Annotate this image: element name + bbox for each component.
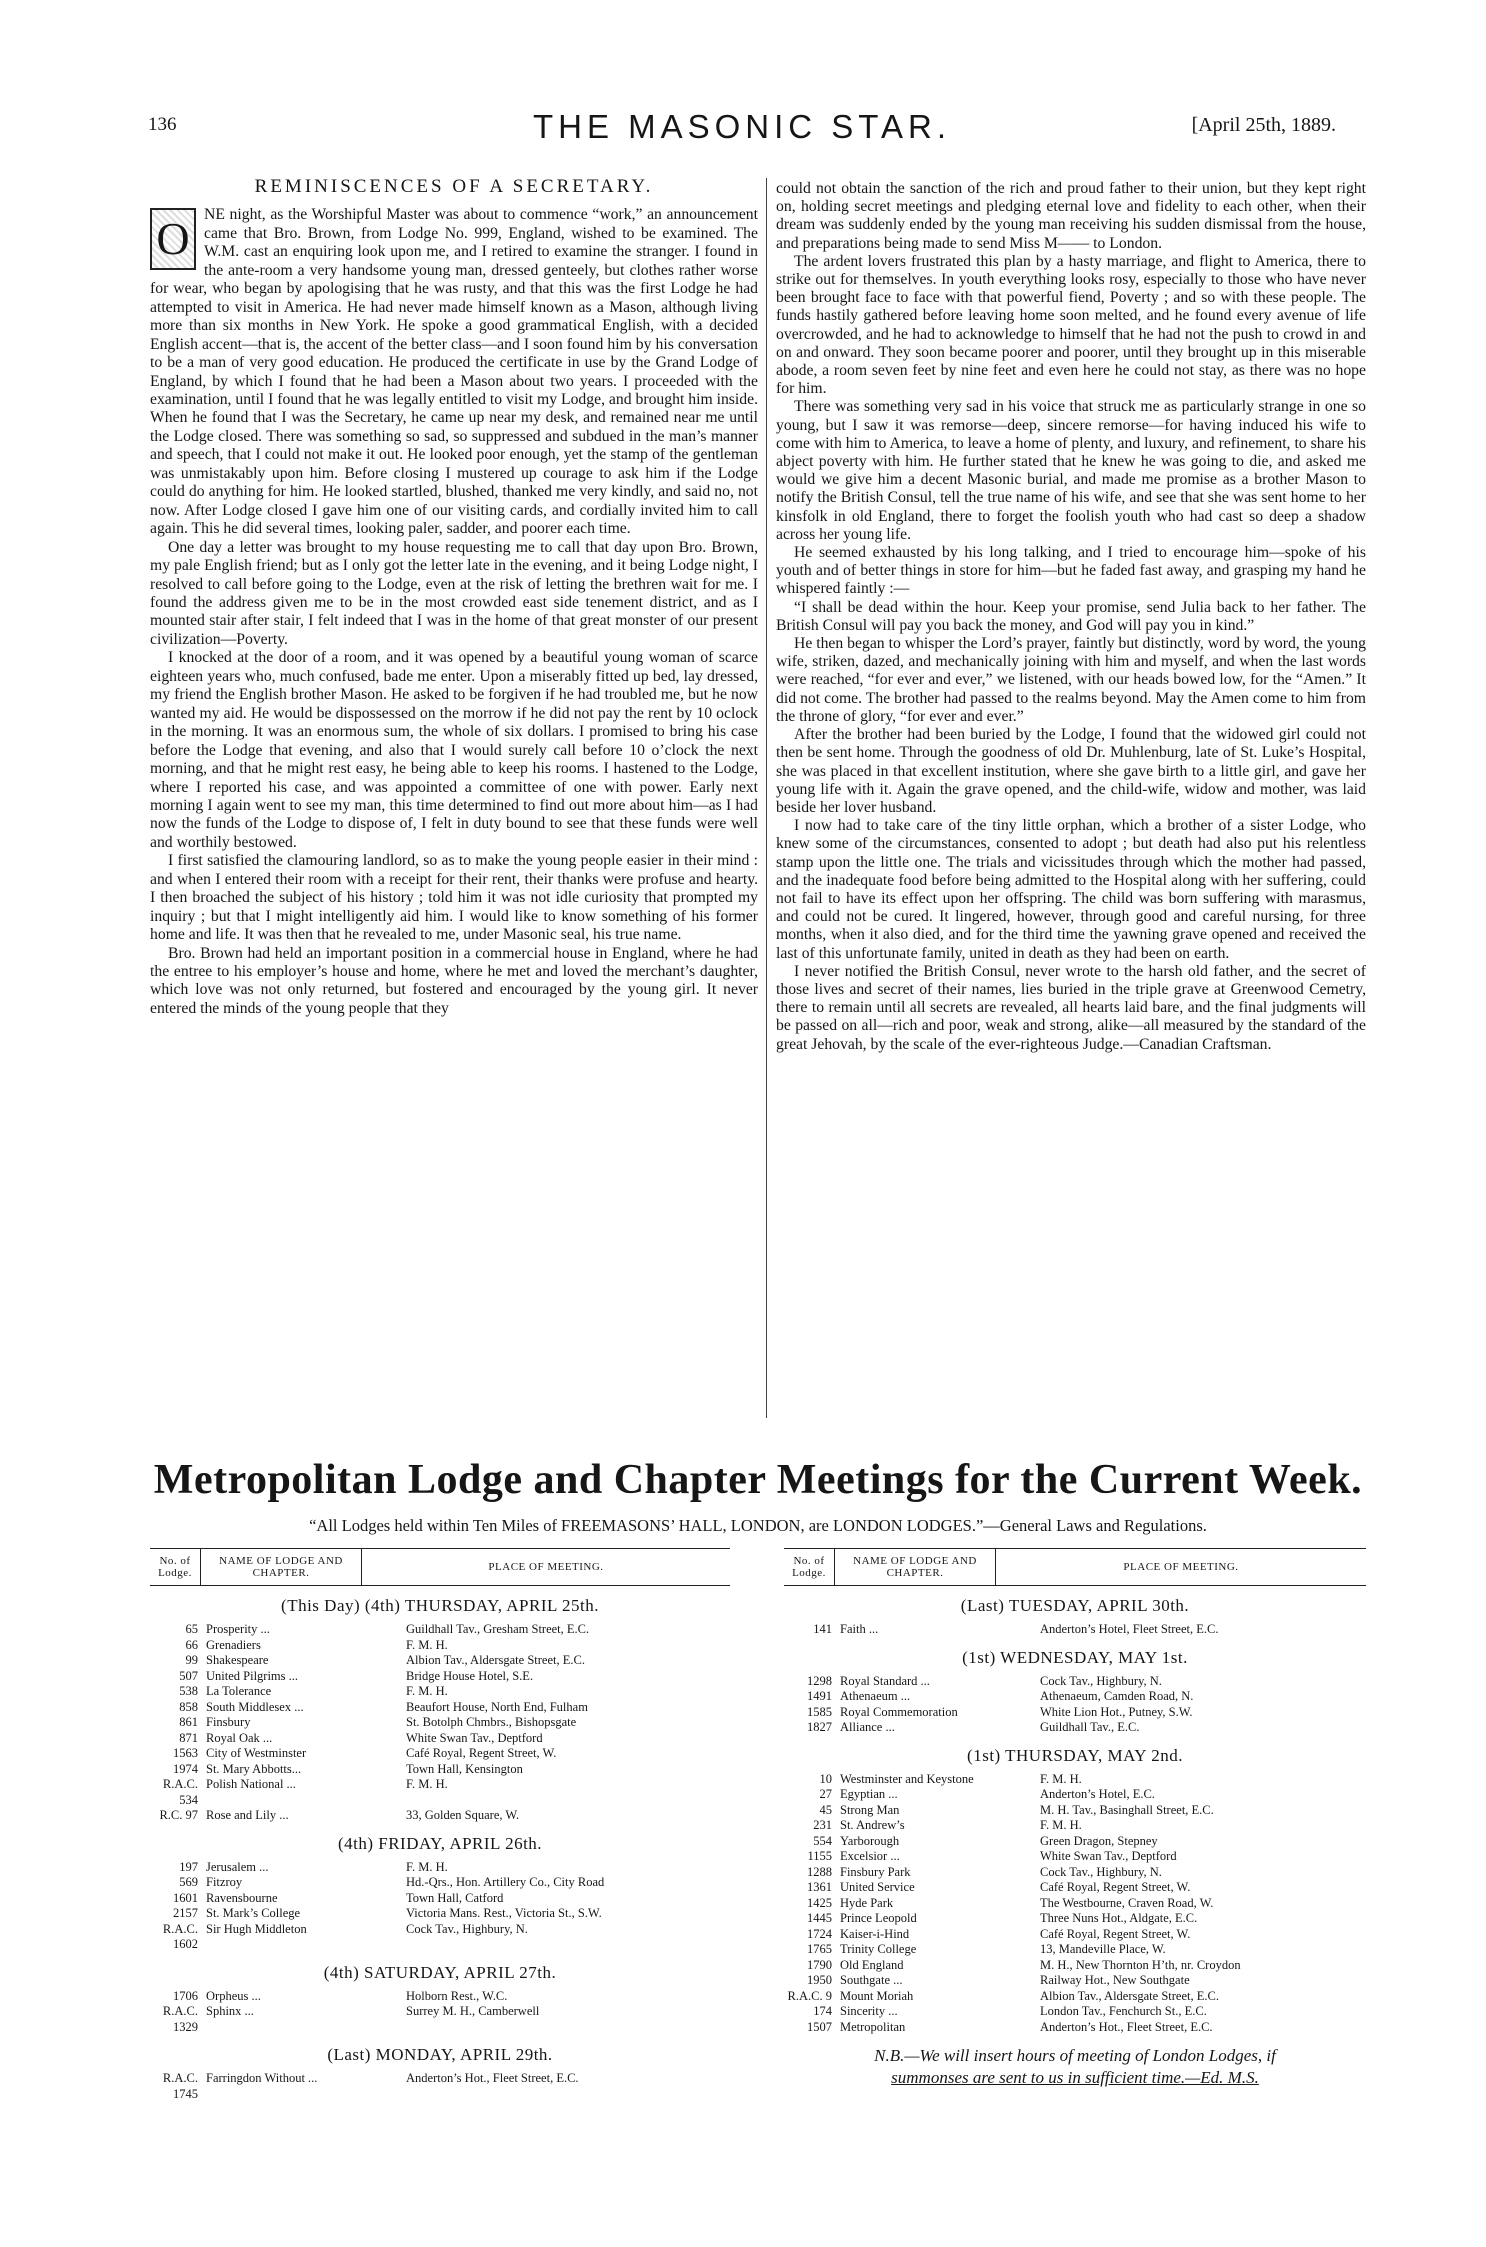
lodge-name: Shakespeare	[206, 1653, 269, 1667]
lodge-number: 1361	[807, 1880, 832, 1894]
lodge-name: Grenadiers	[206, 1637, 261, 1652]
article-left-column	[150, 178, 758, 1018]
article-paragraph: NE night, as the Worshipful Master was about to commence “work,” an announcement came that Bro. Brown, from Lodge No. 999, England, wished to be examined. The W.M. cast an enquiring look upon me, and I retired to examine the stranger. I found in the ante-room a very handsome young man, dressed genteely, but clothes rather worse for wear, who began by apologising that he was rusty, and that this was the first Lodge he had attempted to visit in America. He had never made himself known as a Mason, although living more than six months in New York. He spoke a good grammatical English, with a decided English accent—that is, the accent of the better class—and I soon found him by his conversation to be a man of very good education. He produced the certificate in use by the Grand Lodge of England, by which I found that he had been a Mason about two years. I proceeded with the examination, until I found that he was legally entitled to visit my Lodge, and brought him inside. When he found that I was the Secretary, he came up near my desk, and remained near me until the Lodge closed. There was something so sad, so suppressed and subdued in the man’s manner and speech, that I could not make it out. He looked poor enough, yet the stamp of the gentleman was unmistakably upon him. Before closing I mustered up courage to ask him if the Lodge could do anything for him. He looked startled, blushed, thanked me very kindly, and said no, not now. After Lodge closed I gave him one of our visiting cards, and cordially invited him to call again. This he did several times, looking paler, sadder, and poorer each time.	[150, 206, 758, 538]
lodge-name: Strong Man	[840, 1802, 900, 1817]
page-number: 136	[148, 114, 177, 135]
table-row	[150, 1875, 730, 1891]
meeting-place: White Swan Tav., Deptford	[406, 1730, 543, 1745]
meeting-place: Guildhall Tav., E.C.	[1040, 1720, 1140, 1734]
lodge-number: 554	[813, 1833, 832, 1848]
col-no-header: No. of Lodge.	[784, 1549, 835, 1585]
lodge-name: Royal Standard ...	[840, 1673, 930, 1688]
meeting-place: Victoria Mans. Rest., Victoria St., S.W.	[406, 1906, 602, 1920]
lodge-number: 569	[179, 1875, 198, 1889]
lodge-name: Jerusalem ...	[206, 1859, 269, 1874]
article-title: REMINISCENCES OF A SECRETARY.	[254, 176, 654, 197]
meeting-place: Cock Tav., Highbury, N.	[1040, 1864, 1162, 1879]
table-row	[150, 1700, 730, 1716]
lodge-number: 45	[819, 1802, 832, 1817]
table-row	[784, 1720, 1366, 1736]
lodge-name: South Middlesex ...	[206, 1699, 304, 1714]
meeting-place: Surrey M. H., Camberwell	[406, 2004, 540, 2018]
table-row	[150, 1669, 730, 1685]
lodge-name: Old England	[840, 1957, 904, 1972]
table-row	[150, 2071, 730, 2102]
meeting-place: White Lion Hot., Putney, S.W.	[1040, 1704, 1193, 1719]
lodge-number: 1425	[807, 1895, 832, 1910]
meetings-left-body	[150, 1596, 730, 2102]
table-row	[784, 1689, 1366, 1705]
masthead: THE MASONIC STAR.	[532, 108, 952, 145]
lodge-name: Athenaeum ...	[840, 1689, 911, 1703]
article-paragraph: I never notified the British Consul, never wrote to the harsh old father, and the secret of those lives and secret of their names, lies buried in the triple grave at Greenwood Cemetry, there to remain until all secrets are revealed, all hearts laid bare, and the final judgments will be passed on all—rich and poor, weak and strong, alike—all measured by the standard of the great Jehovah, by the scale of the ever-righteous Judge.—Canadian Craftsman.	[776, 962, 1366, 1053]
lodge-name: Yarborough	[840, 1833, 900, 1848]
col-name-header: NAME OF LODGE AND CHAPTER.	[201, 1549, 362, 1585]
lodge-number: 231	[813, 1818, 832, 1832]
article-paragraph: He seemed exhausted by his long talking, and I tried to encourage him—spoke of his youth and of better things in store for him—but he faded fast away, and grasping my hand he whispered faintly :—	[776, 544, 1366, 598]
table-row	[784, 1705, 1366, 1721]
table-row	[784, 1896, 1366, 1912]
lodge-name: St. Andrew’s	[840, 1818, 905, 1832]
meeting-place: F. M. H.	[406, 1859, 448, 1874]
meeting-place: Holborn Rest., W.C.	[406, 1988, 508, 2003]
lodge-name: Royal Commemoration	[840, 1704, 958, 1719]
meeting-place: F. M. H.	[1040, 1818, 1082, 1832]
lodge-number: 858	[179, 1699, 198, 1714]
lodge-name: Polish National ...	[206, 1777, 296, 1791]
lodge-name: Sincerity ...	[840, 2004, 898, 2018]
table-row	[784, 1865, 1366, 1881]
editor-note-line: N.B.—We will insert hours of meeting of London Lodges, if	[874, 2046, 1276, 2065]
meeting-place: Hd.-Qrs., Hon. Artillery Co., City Road	[406, 1875, 605, 1889]
col-no-header: No. of Lodge.	[150, 1549, 201, 1585]
lodge-name: Excelsior ...	[840, 1849, 900, 1863]
lodge-name: St. Mark’s College	[206, 1906, 301, 1920]
meeting-place: Bridge House Hotel, S.E.	[406, 1668, 534, 1683]
lodge-name: Kaiser-i-Hind	[840, 1926, 910, 1941]
meeting-place: Town Hall, Kensington	[406, 1761, 523, 1776]
lodge-number: 2157	[173, 1906, 198, 1920]
lodge-number: R.A.C. 1329	[162, 2004, 198, 2034]
lodge-number: 99	[185, 1653, 198, 1667]
table-row	[784, 1772, 1366, 1788]
lodge-number: 1724	[807, 1926, 832, 1941]
meeting-place: Athenaeum, Camden Road, N.	[1040, 1689, 1194, 1703]
meeting-place: F. M. H.	[406, 1777, 448, 1791]
table-row	[784, 1973, 1366, 1989]
col-name-header: NAME OF LODGE AND CHAPTER.	[835, 1549, 996, 1585]
table-row	[784, 1911, 1366, 1927]
meeting-place: 13, Mandeville Place, W.	[1040, 1942, 1166, 1956]
lodge-number: 861	[179, 1715, 198, 1729]
col-place-header: PLACE OF MEETING.	[1123, 1561, 1239, 1573]
article-paragraph: One day a letter was brought to my house requesting me to call that day upon Bro. Brown, my pale English friend; but as I only got the letter late in the evening, and it being Lodge night, I resolved to call before going to the Lodge, even at the risk of letting the brethren wait for me. I found the address given me to be in the most crowded east side tenement district, and as I mounted stair after stair, I felt indeed that I was in the home of that great monster of our present civilization—Poverty.	[150, 538, 758, 648]
article-paragraph: The ardent lovers frustrated this plan by a hasty marriage, and flight to America, there to strike out for themselves. In youth everything looks rosy, especially to those who have never been brought face to face with that powerful fiend, Poverty ; and so with these people. The funds hastily gathered before leaving home soon melted, and he found every avenue of life overcrowded, and he had to acknowledge to himself that he had not the push to crowd in and on and onward. They soon became poorer and poorer, until they brought up in this miserable abode, a room seven feet by nine feet and even here he could not stay, as there was no hope for him.	[776, 252, 1366, 398]
article-paragraph: I knocked at the door of a room, and it was opened by a beautiful young woman of scarce eighteen years who, much confused, bade me enter. Upon a miserably fitted up bed, lay dressed, my friend the English brother Mason. He asked to be forgiven if he had troubled me, but he now wanted my aid. He would be dispossessed on the morrow if he did not pay the rent by 10 oclock in the morning. It was an enormous sum, the whole of six dollars. I promised to bring his case before the Lodge that evening, and also that I would surely call before 10 o’clock the next morning, and that he might rest easy, he being able to keep his rooms. I hastened to the Lodge, where I reported his case, and was appointed a committee of one with power. Early next morning I again went to see my man, this time determined to find out more about him—as I had now the funds of the Lodge to dispose of, I felt in duty bound to see that these funds were well and worthily bestowed.	[150, 649, 758, 851]
lodge-number: 1601	[173, 1890, 198, 1905]
col-place-header: PLACE OF MEETING.	[488, 1561, 604, 1573]
table-row	[150, 1762, 730, 1778]
lodge-number: R.C. 97	[159, 1808, 198, 1822]
lodge-number: 1950	[807, 1973, 832, 1987]
meetings-title: Metropolitan Lodge and Chapter Meetings for the Current Week.	[153, 1457, 1363, 1503]
meetings-right-body	[784, 1596, 1366, 2035]
table-row	[150, 1891, 730, 1907]
table-row	[784, 1834, 1366, 1850]
meeting-place: Three Nuns Hot., Aldgate, E.C.	[1040, 1911, 1198, 1925]
meeting-place: Cock Tav., Highbury, N.	[1040, 1673, 1162, 1688]
meeting-place: Albion Tav., Aldersgate Street, E.C.	[1040, 1988, 1219, 2003]
table-row	[150, 1777, 730, 1808]
lodge-name: Faith ...	[840, 1622, 879, 1636]
article-paragraph: He then began to whisper the Lord’s prayer, faintly but distinctly, word by word, the young wife, striken, dazed, and mechanically joining with him and myself, and when the last words were reached, “for ever and ever,” we listened, with our heads bowed low, for the “Amen.” It did not come. The brother had passed to the realms beyond. May the Amen come to him from the throne of glory, “for ever and ever.”	[776, 635, 1366, 725]
issue-date: [April 25th, 1889.	[1191, 114, 1336, 136]
meeting-place: Beaufort House, North End, Fulham	[406, 1699, 588, 1714]
lodge-name: United Service	[840, 1880, 915, 1894]
lodge-name: Egyptian ...	[840, 1787, 898, 1801]
lodge-number: 1563	[173, 1746, 198, 1760]
meeting-place: London Tav., Fenchurch St., E.C.	[1040, 2004, 1207, 2018]
lodge-name: Hyde Park	[840, 1895, 894, 1910]
meeting-place: St. Botolph Chmbrs., Bishopsgate	[406, 1715, 577, 1729]
lodge-number: 65	[185, 1622, 198, 1636]
lodge-name: La Tolerance	[206, 1684, 272, 1698]
lodge-number: 66	[185, 1637, 198, 1652]
lodge-name: Royal Oak ...	[206, 1730, 273, 1745]
lodge-name: Finsbury Park	[840, 1864, 911, 1879]
meeting-place: Town Hall, Catford	[406, 1890, 504, 1905]
table-row	[150, 1684, 730, 1700]
meeting-place: F. M. H.	[406, 1684, 448, 1698]
lodge-number: 538	[179, 1684, 198, 1698]
table-row	[784, 1622, 1366, 1638]
day-heading: (4th) SATURDAY, APRIL 27th.	[323, 1962, 557, 1982]
table-row	[784, 1787, 1366, 1803]
table-row	[784, 1674, 1366, 1690]
meeting-place: Café Royal, Regent Street, W.	[406, 1746, 557, 1760]
lodge-number: R.A.C. 1602	[162, 1921, 198, 1951]
table-header	[150, 1548, 730, 1586]
article-right-column	[776, 180, 1366, 1054]
table-row	[784, 2020, 1366, 2036]
lodge-number: 1706	[173, 1988, 198, 2003]
lodge-number: R.A.C. 9	[787, 1988, 832, 2003]
lodge-name: Westminster and Keystone	[840, 1771, 974, 1786]
day-heading: (Last) MONDAY, APRIL 29th.	[327, 2045, 553, 2064]
meeting-place: Albion Tav., Aldersgate Street, E.C.	[406, 1653, 585, 1667]
lodge-name: Orpheus ...	[206, 1988, 261, 2003]
lodge-number: 1288	[807, 1864, 832, 1879]
table-row	[150, 1746, 730, 1762]
lodge-name: Sphinx ...	[206, 2004, 254, 2018]
table-row	[784, 1803, 1366, 1819]
article-paragraph: I first satisfied the clamouring landlord, so as to make the young people easier in their mind : and when I entered their room with a receipt for their rent, their thanks were profuse and hearty. I then broached the subject of his history ; told him it was not idle curiosity that prompted my inquiry ; but that I might intelligently aid him. I would like to know something of his former home and life. It was then that he revealed to me, under Masonic seal, his true name.	[150, 852, 758, 944]
lodge-number: R.A.C. 534	[162, 1777, 198, 1807]
article-paragraph: Bro. Brown had held an important position in a commercial house in England, where he had the entree to his employer’s house and home, where he met and loved the merchant’s daughter, which love was not only returned, but fostered and encouraged by the young girl. It never entered the minds of the young people that they	[150, 944, 758, 1017]
table-row	[150, 1653, 730, 1669]
lodge-name: Finsbury	[206, 1715, 251, 1729]
day-heading: (This Day) (4th) THURSDAY, APRIL 25th.	[281, 1596, 599, 1615]
lodge-number: 1491	[807, 1689, 832, 1703]
lodge-number: 1585	[807, 1704, 832, 1719]
lodge-number: 1155	[807, 1849, 832, 1863]
lodge-name: Southgate ...	[840, 1973, 903, 1987]
meeting-place: Anderton’s Hot., Fleet Street, E.C.	[406, 2071, 579, 2085]
meeting-place: Café Royal, Regent Street, W.	[1040, 1926, 1191, 1941]
lodge-name: City of Westminster	[206, 1746, 307, 1760]
lodge-number: 174	[813, 2004, 832, 2018]
article-paragraph: There was something very sad in his voice that struck me as particularly strange in one so young, but I saw it was remorse—deep, sincere remorse—for having induced his wife to come with him to America, to leave a home of plenty, and luxury, and refinement, to share his abject poverty with him. He further stated that he knew he was going to die, and asked me would we give him a decent Masonic burial, and made me promise as a brother Mason to notify the British Consul, tell the true name of his wife, and see that she was sent home to her kinsfolk in old England, there to forget the foolish youth who had cast so deep a shadow across her young life.	[776, 398, 1366, 543]
lodge-number: 27	[819, 1787, 832, 1801]
meeting-place: Cock Tav., Highbury, N.	[406, 1921, 528, 1936]
lodge-number: 507	[179, 1668, 198, 1683]
day-heading: (1st) THURSDAY, MAY 2nd.	[967, 1745, 1183, 1765]
table-header	[784, 1548, 1366, 1586]
lodge-name: Alliance ...	[840, 1720, 895, 1734]
lodge-number: 871	[179, 1730, 198, 1745]
lodge-name: United Pilgrims ...	[206, 1668, 299, 1683]
lodge-name: Prince Leopold	[840, 1911, 917, 1925]
meeting-place: M. H., New Thornton H’th, nr. Croydon	[1040, 1957, 1241, 1972]
table-row	[150, 1731, 730, 1747]
lodge-number: 1445	[807, 1911, 832, 1925]
editor-note-line: summonses are sent to us in sufficient time.—Ed. M.S.	[891, 2068, 1259, 2087]
lodge-name: Sir Hugh Middleton	[206, 1921, 307, 1936]
meeting-place: Café Royal, Regent Street, W.	[1040, 1880, 1191, 1894]
article-paragraph: I now had to take care of the tiny little orphan, which a brother of a sister Lodge, who knew some of the circumstances, consented to adopt ; but death had also put his relentless stamp upon the little one. The trials and vicissitudes through which the mother had passed, and the inadequate food before being admitted to the Hospital along with her suffering, could not fail to have its effect upon her offspring. The child was born suffering with marasmus, and could not be cured. It lingered, however, through good and careful nursing, for three months, when it also died, and for the third time the yawning grave opened and received the last of this unfortunate family, united in death as they had been on earth.	[776, 817, 1366, 962]
table-row	[150, 1622, 730, 1638]
meetings-right-table	[784, 1548, 1366, 2089]
lodge-number: 1765	[807, 1942, 832, 1956]
table-row	[784, 1927, 1366, 1943]
day-heading: (Last) TUESDAY, APRIL 30th.	[960, 1596, 1190, 1615]
lodge-name: Fitzroy	[206, 1875, 243, 1889]
table-row	[784, 1880, 1366, 1896]
lodge-number: 197	[179, 1859, 198, 1874]
drop-cap: O	[150, 208, 196, 270]
column-divider	[766, 178, 767, 1418]
lodge-name: Prosperity ...	[206, 1622, 270, 1636]
meeting-place: Green Dragon, Stepney	[1040, 1833, 1158, 1848]
meetings-left-table	[150, 1548, 730, 2102]
meeting-place: The Westbourne, Craven Road, W.	[1040, 1895, 1214, 1910]
lodge-number: 141	[813, 1622, 832, 1636]
article-paragraph: After the brother had been buried by the Lodge, I found that the widowed girl could not then be sent home. Through the goodness of old Dr. Muhlenburg, late of St. Luke’s Hospital, she was placed in that excellent institution, where she gave birth to a little girl, and gave her young life with it. Again the grave opened, and the child-wife, widow and mother, was laid beside her lover husband.	[776, 726, 1366, 816]
meeting-place: 33, Golden Square, W.	[406, 1808, 520, 1822]
meeting-place: F. M. H.	[1040, 1771, 1082, 1786]
meeting-place: Railway Hot., New Southgate	[1040, 1973, 1190, 1987]
meeting-place: F. M. H.	[406, 1637, 448, 1652]
meeting-place: Anderton’s Hotel, Fleet Street, E.C.	[1040, 1622, 1219, 1636]
lodge-number: 1827	[807, 1720, 832, 1734]
table-row	[150, 1989, 730, 2005]
lodge-name: Ravensbourne	[206, 1890, 278, 1905]
table-row	[784, 1958, 1366, 1974]
table-row	[150, 2004, 730, 2035]
lodge-name: Trinity College	[840, 1942, 917, 1956]
day-heading: (4th) FRIDAY, APRIL 26th.	[337, 1833, 543, 1853]
table-row	[150, 1808, 730, 1824]
meeting-place: M. H. Tav., Basinghall Street, E.C.	[1040, 1802, 1214, 1817]
lodge-number: R.A.C. 1745	[162, 2071, 198, 2101]
meeting-place: Anderton’s Hotel, E.C.	[1040, 1787, 1155, 1801]
table-row	[150, 1922, 730, 1953]
lodge-number: 1790	[807, 1957, 832, 1972]
article-paragraph: could not obtain the sanction of the rich and proud father to their union, but they kept right on, holding secret meetings and pledging eternal love and fidelity to each other, when their dream was suddenly ended by the young man receiving his sudden dismissal from the house, and preparations being made to send Miss M—— to London.	[776, 180, 1366, 252]
article-paragraph: “I shall be dead within the hour. Keep your promise, send Julia back to her father. The British Consul will pay you back the money, and God will pay you in kind.”	[776, 598, 1366, 634]
lodge-name: St. Mary Abbotts...	[206, 1761, 302, 1776]
table-row	[150, 1906, 730, 1922]
lodge-name: Metropolitan	[840, 2019, 906, 2034]
table-row	[784, 2004, 1366, 2020]
table-row	[784, 1942, 1366, 1958]
lodge-name: Farringdon Without ...	[206, 2071, 318, 2085]
lodge-number: 1974	[173, 1761, 198, 1776]
table-row	[784, 1989, 1366, 2005]
table-row	[784, 1818, 1366, 1834]
page-header	[148, 108, 1336, 148]
meetings-subtitle: “All Lodges held within Ten Miles of FREEMASONS’ HALL, LONDON, are LONDON LODGES.”—General Laws and Regulations.	[309, 1516, 1207, 1535]
editor-note	[784, 2045, 1366, 2089]
meeting-place: Guildhall Tav., Gresham Street, E.C.	[406, 1622, 590, 1636]
lodge-name: Mount Moriah	[840, 1988, 914, 2003]
table-row	[784, 1849, 1366, 1865]
lodge-name: Rose and Lily ...	[206, 1808, 289, 1822]
day-heading: (1st) WEDNESDAY, MAY 1st.	[962, 1647, 1188, 1667]
meeting-place: White Swan Tav., Deptford	[1040, 1849, 1177, 1863]
table-row	[150, 1638, 730, 1654]
table-row	[150, 1860, 730, 1876]
lodge-number: 1507	[807, 2019, 832, 2034]
meeting-place: Anderton’s Hot., Fleet Street, E.C.	[1040, 2019, 1213, 2034]
lodge-number: 1298	[807, 1673, 832, 1688]
lodge-number: 10	[819, 1771, 832, 1786]
table-row	[150, 1715, 730, 1731]
